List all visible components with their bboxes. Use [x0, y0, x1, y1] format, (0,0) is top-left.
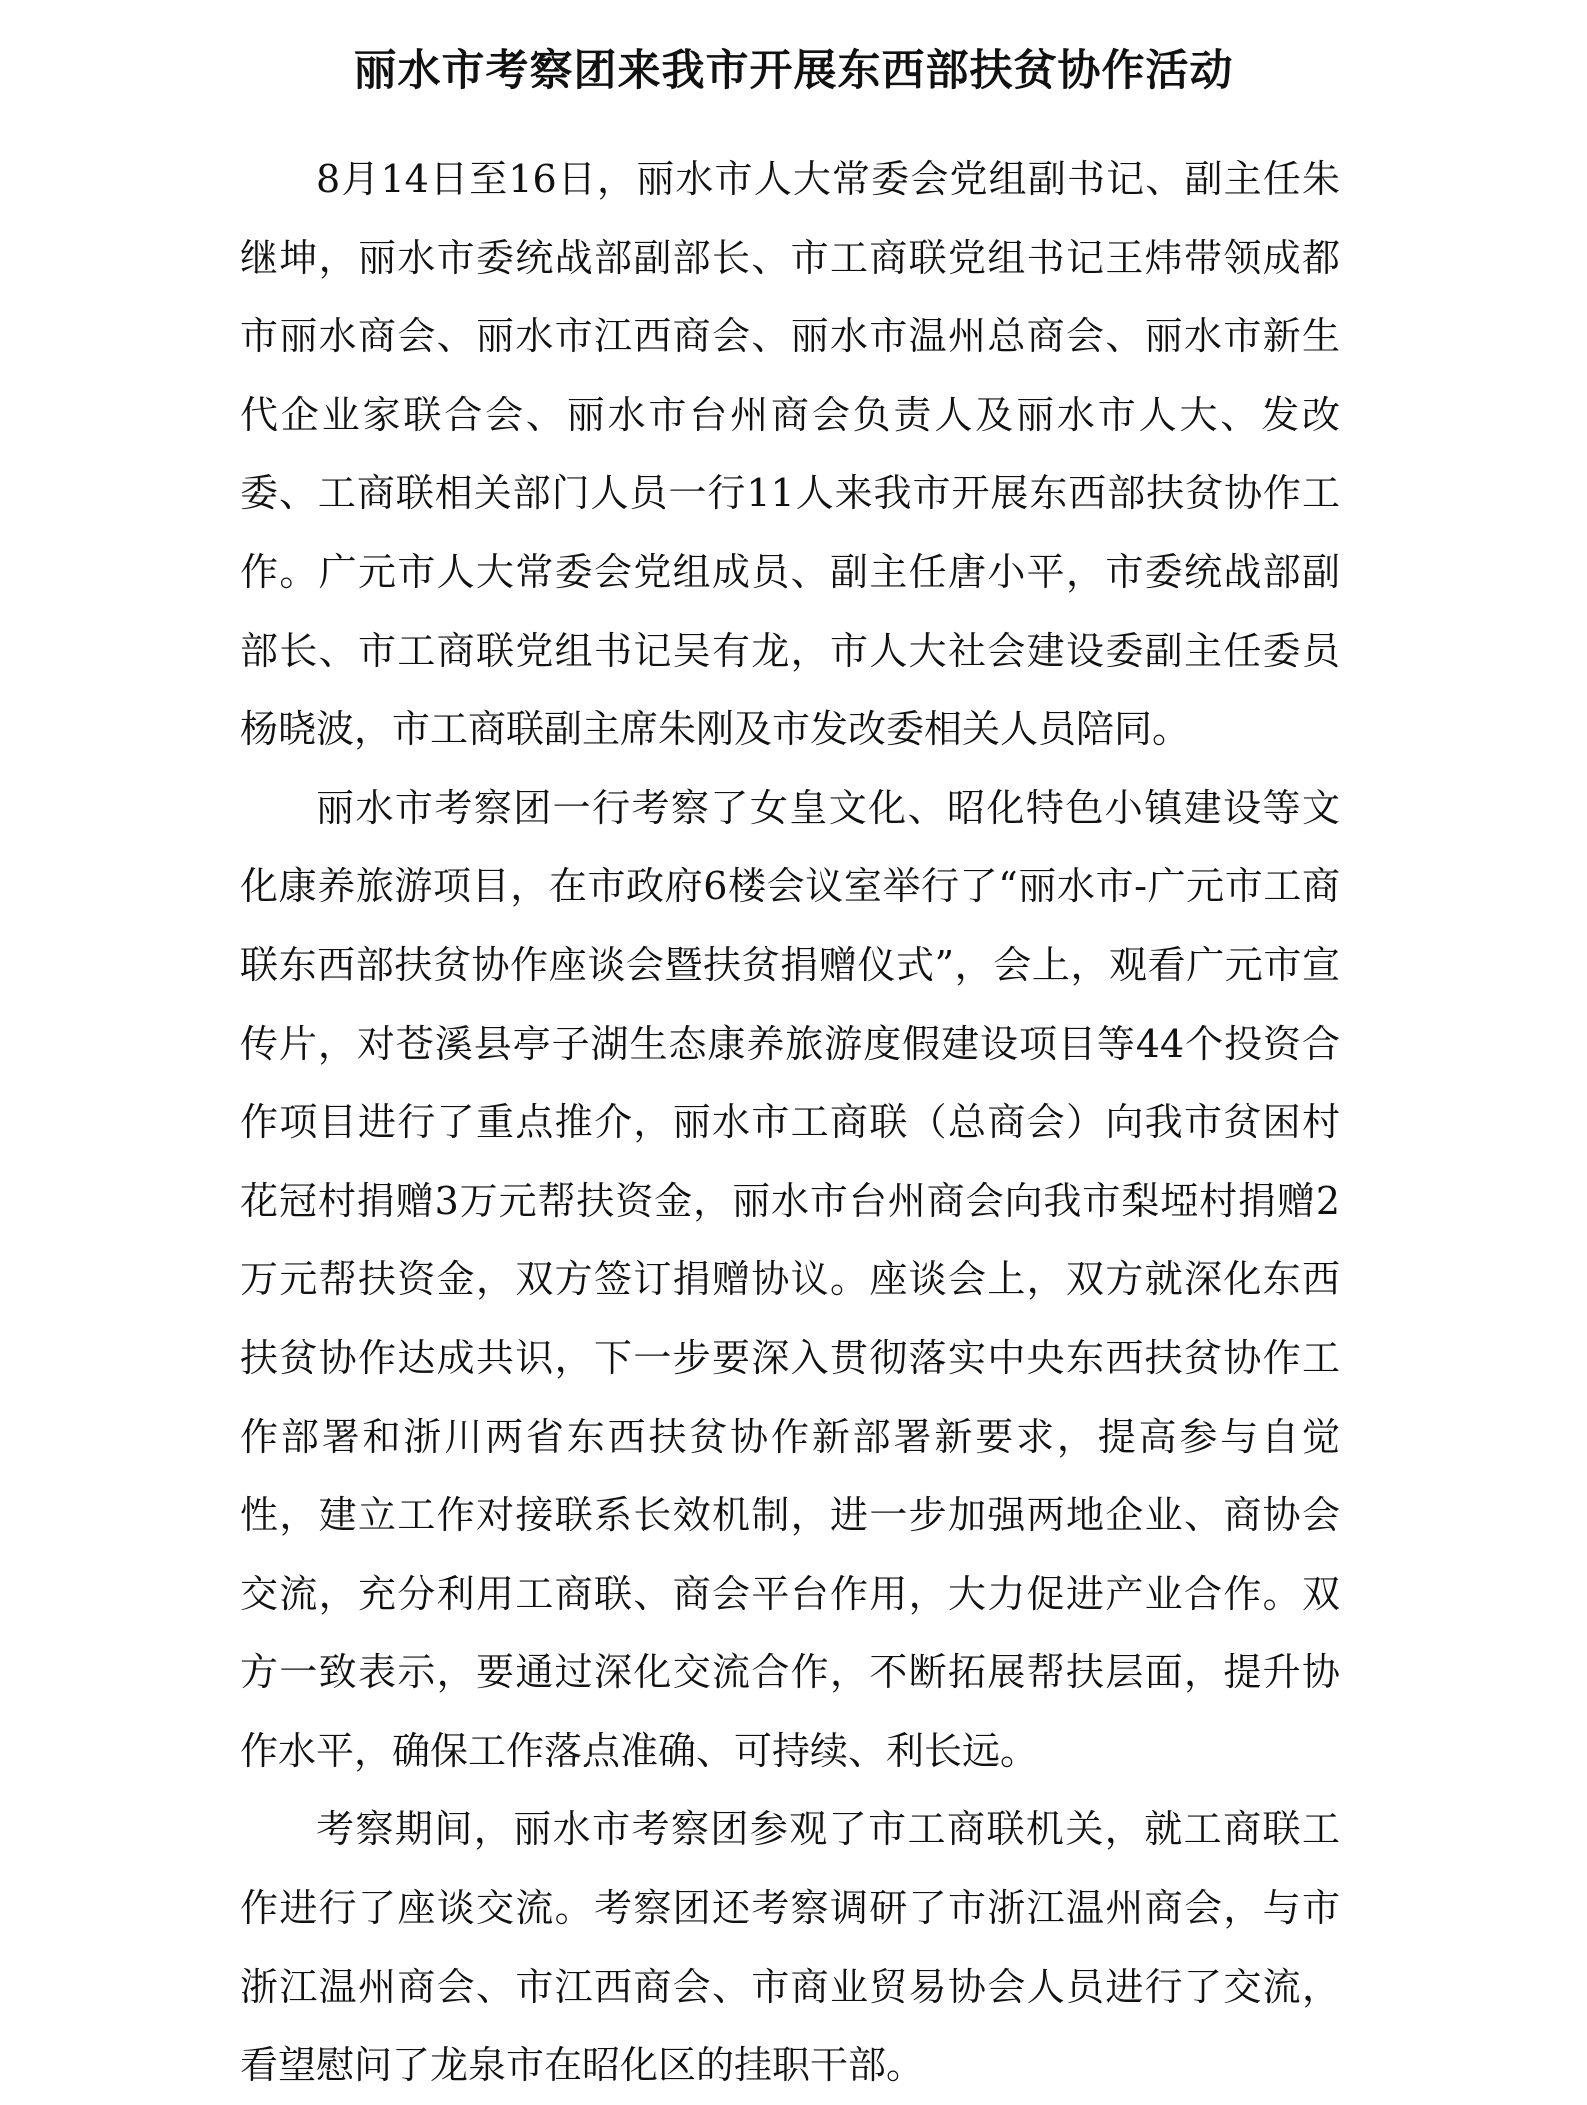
paragraph-symposium-and-donation: 丽水市考察团一行考察了女皇文化、昭化特色小镇建设等文化康养旅游项目，在市政府6楼会议室举行了“丽水市-广元市工商联东西部扶贫协作座谈会暨扶贫捐赠仪式”，会上，观看广元市宣传片，对苍溪县亭子湖生态康养旅游度假建设项目等44个投资合作项目进行了重点推介，丽水市工商联（总商会）向我市贫困村花冠村捐赠3万元帮扶资金，丽水市台州商会向我市梨埡村捐赠2万元帮扶资金，双方签订捐赠协议。座谈会上，双方就深化东西扶贫协作达成共识，下一步要深入贯彻落实中央东西扶贫协作工作部署和浙川两省东西扶贫协作新部署新要求，提高参与自觉性，建立工作对接联系长效机制，进一步加强两地企业、商协会交流，充分利用工商联、商会平台作用，大力促进产业合作。双方一致表示，要通过深化交流合作，不断拓展帮扶层面，提升协作水平，确保工作落点准确、可持续、利长远。 — [240, 785, 1340, 1773]
article-title: 丽水市考察团来我市开展东西部扶贫协作活动 — [353, 45, 1234, 96]
paragraph-additional-visits: 考察期间，丽水市考察团参观了市工商联机关，就工商联工作进行了座谈交流。考察团还考察调研了市浙江温州商会，与市浙江温州商会、市江西商会、市商业贸易协会人员进行了交流，看望慰问了龙泉市在昭化区的挂职干部。 — [240, 1807, 1340, 2088]
article-body — [240, 140, 1340, 2105]
paragraph-visit-overview: 8月14日至16日，丽水市人大常委会党组副书记、副主任朱继坤，丽水市委统战部副部长、市工商联党组书记王炜带领成都市丽水商会、丽水市江西商会、丽水市温州总商会、丽水市新生代企业家联合会、丽水市台州商会负责人及丽水市人大、发改委、工商联相关部门人员一行11人来我市开展东西部扶贫协作工作。广元市人大常委会党组成员、副主任唐小平，市委统战部副部长、市工商联党组书记吴有龙，市人大社会建设委副主任委员杨晓波，市工商联副主席朱刚及市发改委相关人员陪同。 — [240, 157, 1340, 752]
